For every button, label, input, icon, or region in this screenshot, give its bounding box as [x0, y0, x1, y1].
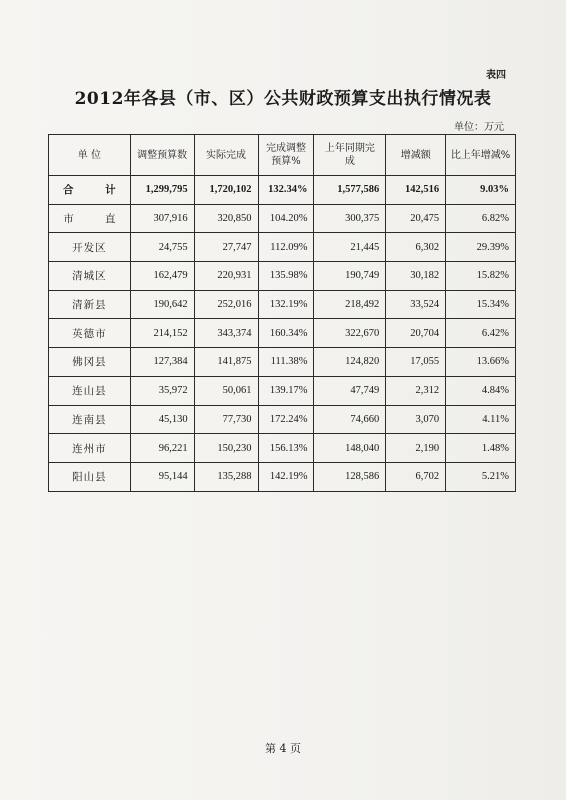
table-number: 表四	[486, 70, 506, 81]
table-row	[49, 376, 516, 405]
header-growth: 比上年增减%	[446, 135, 516, 176]
cell-budget: 214,152	[130, 319, 194, 348]
cell-completion: 160.34%	[258, 319, 314, 348]
cell-change: 20,475	[386, 204, 446, 233]
cell-name: 市 直	[49, 204, 131, 233]
cell-prev: 218,492	[314, 290, 386, 319]
cell-name: 合 计	[49, 176, 131, 205]
table-row	[49, 204, 516, 233]
table-header-row	[49, 135, 516, 176]
cell-growth: 4.84%	[446, 376, 516, 405]
cell-change: 33,524	[386, 290, 446, 319]
cell-change: 3,070	[386, 405, 446, 434]
header-completion	[258, 135, 314, 176]
cell-name: 佛冈县	[49, 348, 131, 377]
cell-budget: 162,479	[130, 262, 194, 291]
cell-change: 30,182	[386, 262, 446, 291]
cell-growth: 5.21%	[446, 462, 516, 491]
cell-actual: 252,016	[194, 290, 258, 319]
header-prev-line1: 上年同期完	[324, 143, 375, 154]
cell-budget: 45,130	[130, 405, 194, 434]
cell-change: 2,312	[386, 376, 446, 405]
cell-prev: 74,660	[314, 405, 386, 434]
cell-prev: 148,040	[314, 434, 386, 463]
table-row	[49, 319, 516, 348]
header-actual: 实际完成	[194, 135, 258, 176]
total-row	[49, 176, 516, 205]
cell-completion: 135.98%	[258, 262, 314, 291]
table-row	[49, 405, 516, 434]
cell-name: 英德市	[49, 319, 131, 348]
cell-change: 6,702	[386, 462, 446, 491]
table-row	[49, 233, 516, 262]
cell-growth: 15.82%	[446, 262, 516, 291]
cell-actual: 50,061	[194, 376, 258, 405]
cell-name: 阳山县	[49, 462, 131, 491]
cell-budget: 127,384	[130, 348, 194, 377]
header-completion-line2: 预算%	[271, 156, 301, 167]
cell-actual: 77,730	[194, 405, 258, 434]
header-prev-line2: 成	[344, 156, 355, 167]
cell-budget: 95,144	[130, 462, 194, 491]
cell-growth: 6.82%	[446, 204, 516, 233]
cell-prev: 300,375	[314, 204, 386, 233]
unit-label: 单位：万元	[454, 122, 504, 133]
cell-change: 142,516	[386, 176, 446, 205]
cell-actual: 141,875	[194, 348, 258, 377]
page-number: 第 4 页	[265, 742, 301, 755]
cell-change: 6,302	[386, 233, 446, 262]
cell-growth: 15.34%	[446, 290, 516, 319]
table-row	[49, 262, 516, 291]
cell-actual: 220,931	[194, 262, 258, 291]
budget-table	[48, 134, 516, 492]
cell-completion: 156.13%	[258, 434, 314, 463]
header-budget: 调整预算数	[130, 135, 194, 176]
cell-growth: 4.11%	[446, 405, 516, 434]
cell-growth: 9.03%	[446, 176, 516, 205]
cell-completion: 142.19%	[258, 462, 314, 491]
cell-name: 清新县	[49, 290, 131, 319]
cell-name: 连山县	[49, 376, 131, 405]
cell-completion: 139.17%	[258, 376, 314, 405]
cell-prev: 190,749	[314, 262, 386, 291]
header-unit: 单 位	[49, 135, 131, 176]
cell-name: 连州市	[49, 434, 131, 463]
cell-completion: 112.09%	[258, 233, 314, 262]
cell-prev: 21,445	[314, 233, 386, 262]
cell-actual: 150,230	[194, 434, 258, 463]
cell-budget: 96,221	[130, 434, 194, 463]
cell-name: 连南县	[49, 405, 131, 434]
cell-prev: 322,670	[314, 319, 386, 348]
cell-actual: 135,288	[194, 462, 258, 491]
cell-actual: 27,747	[194, 233, 258, 262]
cell-change: 2,190	[386, 434, 446, 463]
cell-completion: 132.19%	[258, 290, 314, 319]
cell-growth: 6.42%	[446, 319, 516, 348]
cell-budget: 1,299,795	[130, 176, 194, 205]
cell-budget: 35,972	[130, 376, 194, 405]
table-row	[49, 434, 516, 463]
cell-prev: 1,577,586	[314, 176, 386, 205]
cell-actual: 343,374	[194, 319, 258, 348]
header-completion-line1: 完成调整	[265, 143, 306, 154]
cell-growth: 29.39%	[446, 233, 516, 262]
table-row	[49, 462, 516, 491]
table-row	[49, 290, 516, 319]
table-row	[49, 348, 516, 377]
cell-budget: 307,916	[130, 204, 194, 233]
cell-change: 20,704	[386, 319, 446, 348]
cell-name: 清城区	[49, 262, 131, 291]
cell-prev: 124,820	[314, 348, 386, 377]
cell-actual: 1,720,102	[194, 176, 258, 205]
cell-growth: 13.66%	[446, 348, 516, 377]
cell-prev: 47,749	[314, 376, 386, 405]
cell-completion: 104.20%	[258, 204, 314, 233]
cell-growth: 1.48%	[446, 434, 516, 463]
cell-completion: 132.34%	[258, 176, 314, 205]
header-prev-year	[314, 135, 386, 176]
cell-name: 开发区	[49, 233, 131, 262]
cell-completion: 111.38%	[258, 348, 314, 377]
cell-budget: 24,755	[130, 233, 194, 262]
header-change: 增减额	[386, 135, 446, 176]
cell-change: 17,055	[386, 348, 446, 377]
cell-prev: 128,586	[314, 462, 386, 491]
cell-actual: 320,850	[194, 204, 258, 233]
page-title: 2012年各县（市、区）公共财政预算支出执行情况表	[74, 89, 492, 109]
cell-budget: 190,642	[130, 290, 194, 319]
cell-completion: 172.24%	[258, 405, 314, 434]
